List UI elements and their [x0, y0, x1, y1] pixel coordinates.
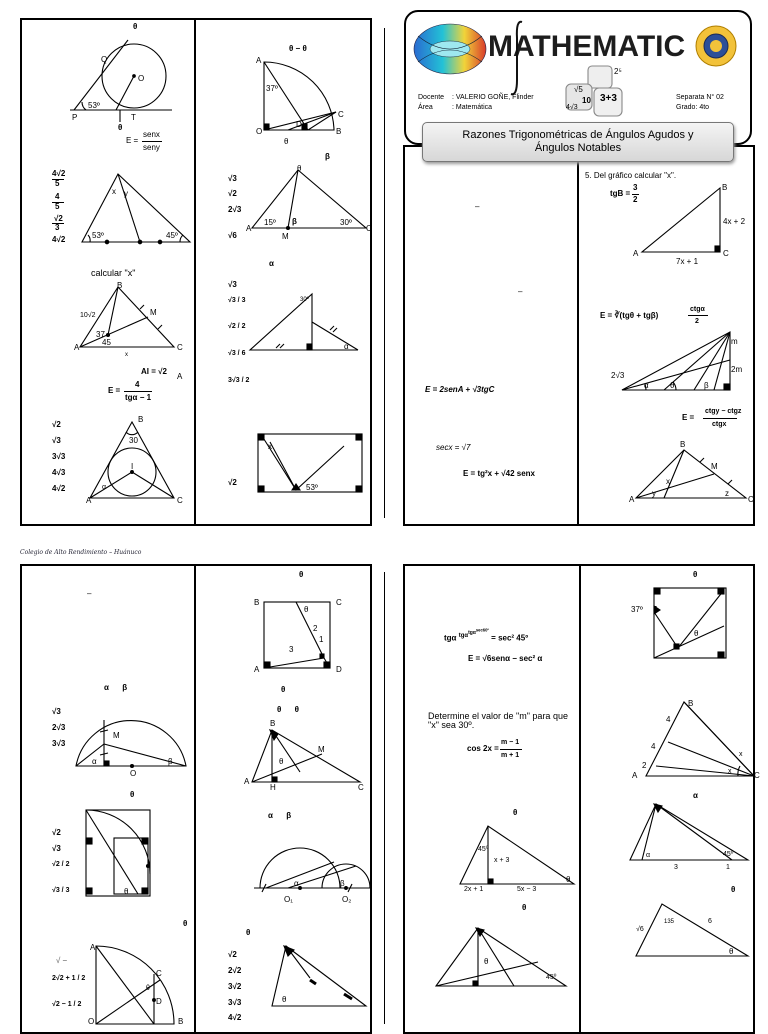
p4-label-30: 30 [129, 436, 138, 445]
q6-label-a: A [244, 777, 250, 786]
p12-label-a: A [629, 495, 635, 504]
p5-title: θ − θ [289, 44, 307, 53]
p3-label-b: B [117, 281, 123, 290]
p3-formula-e: E = [108, 386, 121, 395]
p2-option-1: 4√2 [52, 169, 66, 178]
p1-label-53: 53º [88, 101, 100, 110]
p12-label-c: C [748, 495, 754, 504]
q6-label-b: B [270, 719, 276, 728]
p11-label-2m: 2m [731, 365, 743, 374]
p3-formula-num: 4 [135, 380, 140, 389]
p10-title: 5. Del gráfico calcular "x". [585, 171, 677, 180]
q2-option-1: √3 [52, 707, 61, 716]
p4-option-5: 4√2 [52, 484, 66, 493]
q14-label-c: C [754, 771, 760, 780]
q9-expr-rhs: = sec² 45º [491, 633, 529, 643]
q7-label-alpha: α [294, 879, 299, 888]
p6-option-4: √6 [228, 231, 237, 240]
title-line-1: Razones Trigonométricas de Ángulos Agudos y [462, 129, 694, 141]
p4-label-b: B [138, 415, 144, 424]
q14-label-2: 2 [642, 761, 647, 770]
q8-option-5: 4√2 [228, 1013, 242, 1022]
q1-dash: – [87, 589, 92, 598]
p3-formula-den: tgα − 1 [125, 393, 152, 402]
q2-label-beta: β [168, 757, 173, 766]
q15-title: α [693, 791, 698, 800]
q4-option-2: 2√2 + 1 / 2 [52, 975, 86, 982]
q7-label-o1: O₁ [284, 895, 293, 904]
p11-fraction-bar [688, 315, 708, 316]
title-banner [422, 122, 734, 162]
q3-option-3: √2 / 2 [52, 861, 70, 868]
q2-option-2: 2√3 [52, 723, 66, 732]
q10-f-den: m + 1 [501, 752, 520, 759]
die-label-1: 2⁵ [614, 67, 622, 76]
p12-f-den: ctgx [712, 421, 727, 428]
p3-label-c: C [177, 343, 183, 352]
page2-column-divider [194, 564, 196, 1034]
q4-option-3: √2 − 1 / 2 [52, 1001, 82, 1008]
q4-option-1: √ – [56, 956, 68, 965]
p3-label-45: 45 [102, 338, 111, 347]
p7-title: α [269, 259, 274, 268]
q16-label-theta: θ [729, 947, 734, 956]
p2-option-3: √2 [54, 214, 63, 223]
q3-title: θ [130, 790, 135, 799]
q16-figure [634, 902, 752, 958]
p10-figure [640, 186, 724, 254]
q10-text-1: Determine el valor de "m" para que [428, 711, 568, 721]
p4-option-1: √2 [52, 420, 61, 429]
school-footer: Colegio de Alto Rendimiento – Huánuco [20, 549, 142, 556]
q2-label-alpha: α [92, 757, 97, 766]
p6-option-1: √3 [228, 174, 237, 183]
q3-option-1: √2 [52, 828, 61, 837]
p4-option-3: 3√3 [52, 452, 66, 461]
p6-title: β [325, 152, 330, 161]
p2-option-2: 4 [55, 192, 60, 201]
q3-figure [84, 808, 154, 900]
p10-tg: tgB = [610, 189, 631, 198]
q14-label-x2: x [728, 768, 732, 775]
q4-title: θ [183, 919, 188, 928]
p1-label-theta: θ [118, 123, 123, 132]
die-label-5: 4√3 [566, 104, 578, 111]
p12-f-num: ctgy − ctgz [705, 408, 742, 415]
p3-title: calcular "x" [91, 268, 136, 278]
q5-label-2: 2 [313, 624, 318, 633]
p5-label-b: B [336, 127, 342, 136]
q4-label-b: B [178, 1017, 184, 1026]
p12-label-x: x [666, 477, 670, 486]
p11-label-alpha: α [644, 381, 649, 390]
p10-tg-num: 3 [633, 183, 638, 192]
q7-title: α β [268, 811, 292, 820]
p1-label-o: O [138, 74, 145, 83]
title-line-2: Ángulos Notables [534, 142, 622, 154]
q11-title: θ [513, 808, 518, 817]
p1-label-p: P [72, 113, 78, 122]
q16-label-135: 135 [664, 919, 675, 925]
p7-option-4: √3 / 6 [228, 350, 246, 357]
q10-formula: cos 2x = [467, 744, 499, 753]
q6-label-c: C [358, 783, 364, 792]
p7-option-2: √3 / 3 [228, 297, 246, 304]
p3-label-m: M [150, 308, 157, 317]
p10-tg-den: 2 [633, 195, 638, 204]
p11-f-num: ctgα [690, 306, 705, 313]
p9-dash-2: – [518, 287, 523, 296]
p11-f-den: 2 [695, 318, 699, 325]
p4-label-i: I [131, 462, 134, 471]
p10-label-base: 7x + 1 [676, 257, 699, 266]
p3-label-x: x [125, 352, 128, 358]
q5-label-3: 3 [289, 645, 294, 654]
q8-option-1: √2 [228, 950, 237, 959]
q8-title: θ [246, 928, 251, 937]
q11-label-x3: x + 3 [494, 857, 510, 864]
p1-formula-num: senx [143, 130, 160, 139]
p9-dash-1: – [475, 202, 480, 211]
page1-right-divider [577, 145, 579, 526]
q10-text-2: "x" sea 30º. [428, 720, 475, 730]
die-label-4: 10 [582, 96, 591, 105]
p2-label-53: 53º [92, 231, 104, 240]
q6-subtitle: θ θ [277, 705, 299, 714]
q8-option-4: 3√3 [228, 998, 242, 1007]
q9-expr-base: tgα [444, 633, 457, 643]
die-label-3: √5 [574, 85, 583, 94]
q6-title: θ [281, 685, 286, 694]
p2-option-4: 4√2 [52, 235, 66, 244]
q7-label-o2: O₂ [342, 895, 352, 904]
p3-fraction-bar [124, 391, 152, 392]
q9-formula-e: E = √6senα − sec² α [468, 654, 543, 663]
q5-title: θ [299, 570, 304, 579]
q13-label-5: 5 [653, 605, 658, 614]
q15-label-1: 1 [726, 864, 730, 871]
q4-label-a: A [90, 943, 96, 952]
p4-label-a: A [86, 496, 92, 505]
p6-label-15: 15º [264, 218, 276, 227]
q15-label-45: 45º [723, 851, 734, 858]
p5-figure [262, 60, 346, 134]
p6-label-30: 30º [340, 218, 352, 227]
q13-title: θ [693, 570, 698, 579]
p12-fraction-bar [703, 418, 737, 419]
logo-wordmark: MATHEMATIC [488, 30, 686, 63]
die-label-2: 3+3 [600, 93, 617, 104]
grade-label: Grado: 4to [676, 104, 710, 111]
q15-label-alpha: α [646, 852, 651, 859]
p2-option-2-den: 5 [55, 202, 60, 211]
p11-label-theta: θ [670, 381, 675, 390]
q11-label-5x3: 5x − 3 [517, 886, 537, 893]
q13-label-theta: θ [694, 629, 699, 638]
q2-title: α β [104, 683, 128, 692]
page1-column-divider [194, 18, 196, 526]
p12-label-b: B [680, 440, 686, 449]
q14-label-b: B [688, 699, 694, 708]
teacher-label: Docente [418, 94, 445, 101]
p4-option-2: √3 [52, 436, 61, 445]
p5-label-37: 37º [266, 84, 278, 93]
q7-label-beta: β [340, 879, 345, 888]
logo-graphic [412, 16, 492, 82]
p1-fraction-bar [142, 141, 162, 142]
p11-formula: E = ∛(tgθ + tgβ) [600, 311, 659, 320]
q7-figure [252, 818, 372, 892]
p1-label-t: T [131, 113, 136, 122]
q14-label-a: A [632, 771, 638, 780]
p1-formula-e: E = [126, 136, 139, 145]
p12-label-y: y [652, 489, 656, 498]
q16-label-6: 6 [708, 918, 712, 925]
p11-label-m: m [731, 337, 738, 346]
p6-option-2: √2 [228, 189, 237, 198]
page2-right-divider [579, 564, 581, 1034]
p2-label-45: 45º [166, 231, 178, 240]
p7-option-5: 3√3 / 2 [228, 377, 250, 384]
teacher-value: : VALERIO GOÑE, Flinder [452, 94, 534, 101]
q11-label-2x1: 2x + 1 [464, 886, 484, 893]
area-value: : Matemática [452, 104, 493, 111]
area-label: Área [418, 104, 433, 111]
p6-label-m: M [282, 232, 289, 241]
q6-label-m: M [318, 745, 325, 754]
p11-label-beta: β [704, 381, 709, 390]
page1-gutter-line [384, 28, 385, 518]
p2-option-3-den: 3 [55, 223, 60, 232]
p4-option-4: 4√3 [52, 468, 66, 477]
p5-label-a: A [256, 56, 262, 65]
q5-label-a: A [254, 665, 260, 674]
p12-label-m: M [711, 462, 718, 471]
q10-f-num: m − 1 [501, 739, 520, 746]
p10-label-c: C [723, 249, 729, 258]
q5-label-theta: θ [304, 605, 309, 614]
p1-figure [60, 38, 180, 128]
q16-title: θ [731, 885, 736, 894]
p4-label-alpha: α [102, 484, 107, 491]
q11-label-theta: θ [566, 875, 571, 884]
p7-label-30: 30º [300, 297, 309, 303]
q16-label-r6: √6 [636, 926, 644, 933]
q14-label-x1: x [739, 751, 743, 758]
p8-label-53: 53º [306, 483, 318, 492]
q10-fraction-bar [500, 749, 522, 750]
q6-label-theta: θ [279, 757, 284, 766]
q4-label-theta: θ [146, 985, 150, 992]
p2-label-y: y [124, 189, 128, 198]
q4-label-c: C [156, 969, 162, 978]
p8-label-x: x [268, 442, 272, 451]
q4-label-d: D [156, 997, 162, 1006]
q4-label-o: O [88, 1017, 95, 1026]
p3-label-a: A [74, 343, 80, 352]
q14-label-4b: 4 [651, 742, 656, 751]
p10-label-b: B [722, 183, 728, 192]
p3-label-37: 37 [96, 330, 105, 339]
q6-label-h: H [270, 783, 276, 792]
p2-label-x: x [112, 187, 116, 196]
p5-label-c: C [338, 110, 344, 119]
p12-label-z: z [725, 489, 729, 498]
sun-emblem [694, 24, 738, 68]
integral-sign [508, 20, 528, 98]
p1-formula-den: seny [143, 143, 160, 152]
p5-label-d: D [296, 120, 302, 129]
p5-label-theta: θ [284, 137, 289, 146]
sheet-number: Separata N° 02 [676, 94, 724, 101]
p6-label-c: C [366, 224, 372, 233]
p6-option-3: 2√3 [228, 205, 242, 214]
p3-given-2: A [177, 372, 183, 381]
q12-title: θ [522, 903, 527, 912]
p9-formula-e2: E = tg²x + √42 senx [463, 469, 535, 478]
q8-option-2: 2√2 [228, 966, 242, 975]
p3-label-10r2: 10√2 [80, 312, 96, 319]
q12-label-45: 45º [546, 974, 557, 981]
page2-gutter-line [384, 572, 385, 1024]
q2-label-m: M [113, 731, 120, 740]
p3-given: AI = √2 [141, 367, 167, 376]
q12-label-theta: θ [484, 957, 489, 966]
p1-theta: θ [133, 22, 138, 31]
q14-figure [644, 700, 758, 778]
q9-expression: tgα $^{tg\alpha^{tg\alpha^{sec60º}}}$ = sec² 45º [444, 627, 529, 643]
q5-label-b: B [254, 598, 260, 607]
p11-label-2r3: 2√3 [611, 371, 625, 380]
q14-label-4a: 4 [666, 715, 671, 724]
p6-label-beta: β [292, 217, 297, 226]
q11-figure [458, 824, 576, 886]
q3-label-theta: θ [124, 887, 129, 896]
p10-label-a: A [633, 249, 639, 258]
p9-given: secx = √7 [436, 443, 471, 452]
p7-option-1: √3 [228, 280, 237, 289]
p12-formula: E = [682, 413, 695, 422]
q4-figure [94, 944, 190, 1026]
q5-label-1: 1 [319, 635, 324, 644]
p10-label-side: 4x + 2 [723, 217, 746, 226]
p11-figure [620, 330, 732, 392]
q2-label-o: O [130, 769, 137, 778]
q3-option-2: √3 [52, 844, 61, 853]
p4-label-c: C [177, 496, 183, 505]
p1-label-q: Q [101, 55, 108, 64]
q13-figure [652, 586, 728, 660]
q5-label-d: D [336, 665, 342, 674]
q15-label-3: 3 [674, 864, 678, 871]
p8-option-1: √2 [228, 478, 237, 487]
p7-option-3: √2 / 2 [228, 323, 246, 330]
q2-option-3: 3√3 [52, 739, 66, 748]
p6-label-a: A [246, 224, 252, 233]
q3-option-4: √3 / 3 [52, 887, 70, 894]
q6-figure [250, 728, 364, 784]
q13-label-37: 37º [631, 605, 643, 614]
p7-label-alpha: α [344, 342, 349, 351]
p9-formula-e: E = 2senA + √3tgC [425, 385, 495, 394]
p6-label-theta: θ [297, 164, 302, 173]
q8-option-3: 3√2 [228, 982, 242, 991]
p2-option-1-den: 5 [55, 179, 60, 188]
q8-label-theta: θ [282, 995, 287, 1004]
q11-label-45: 45º [478, 846, 489, 853]
q5-label-c: C [336, 598, 342, 607]
p5-label-o: O [256, 127, 263, 136]
